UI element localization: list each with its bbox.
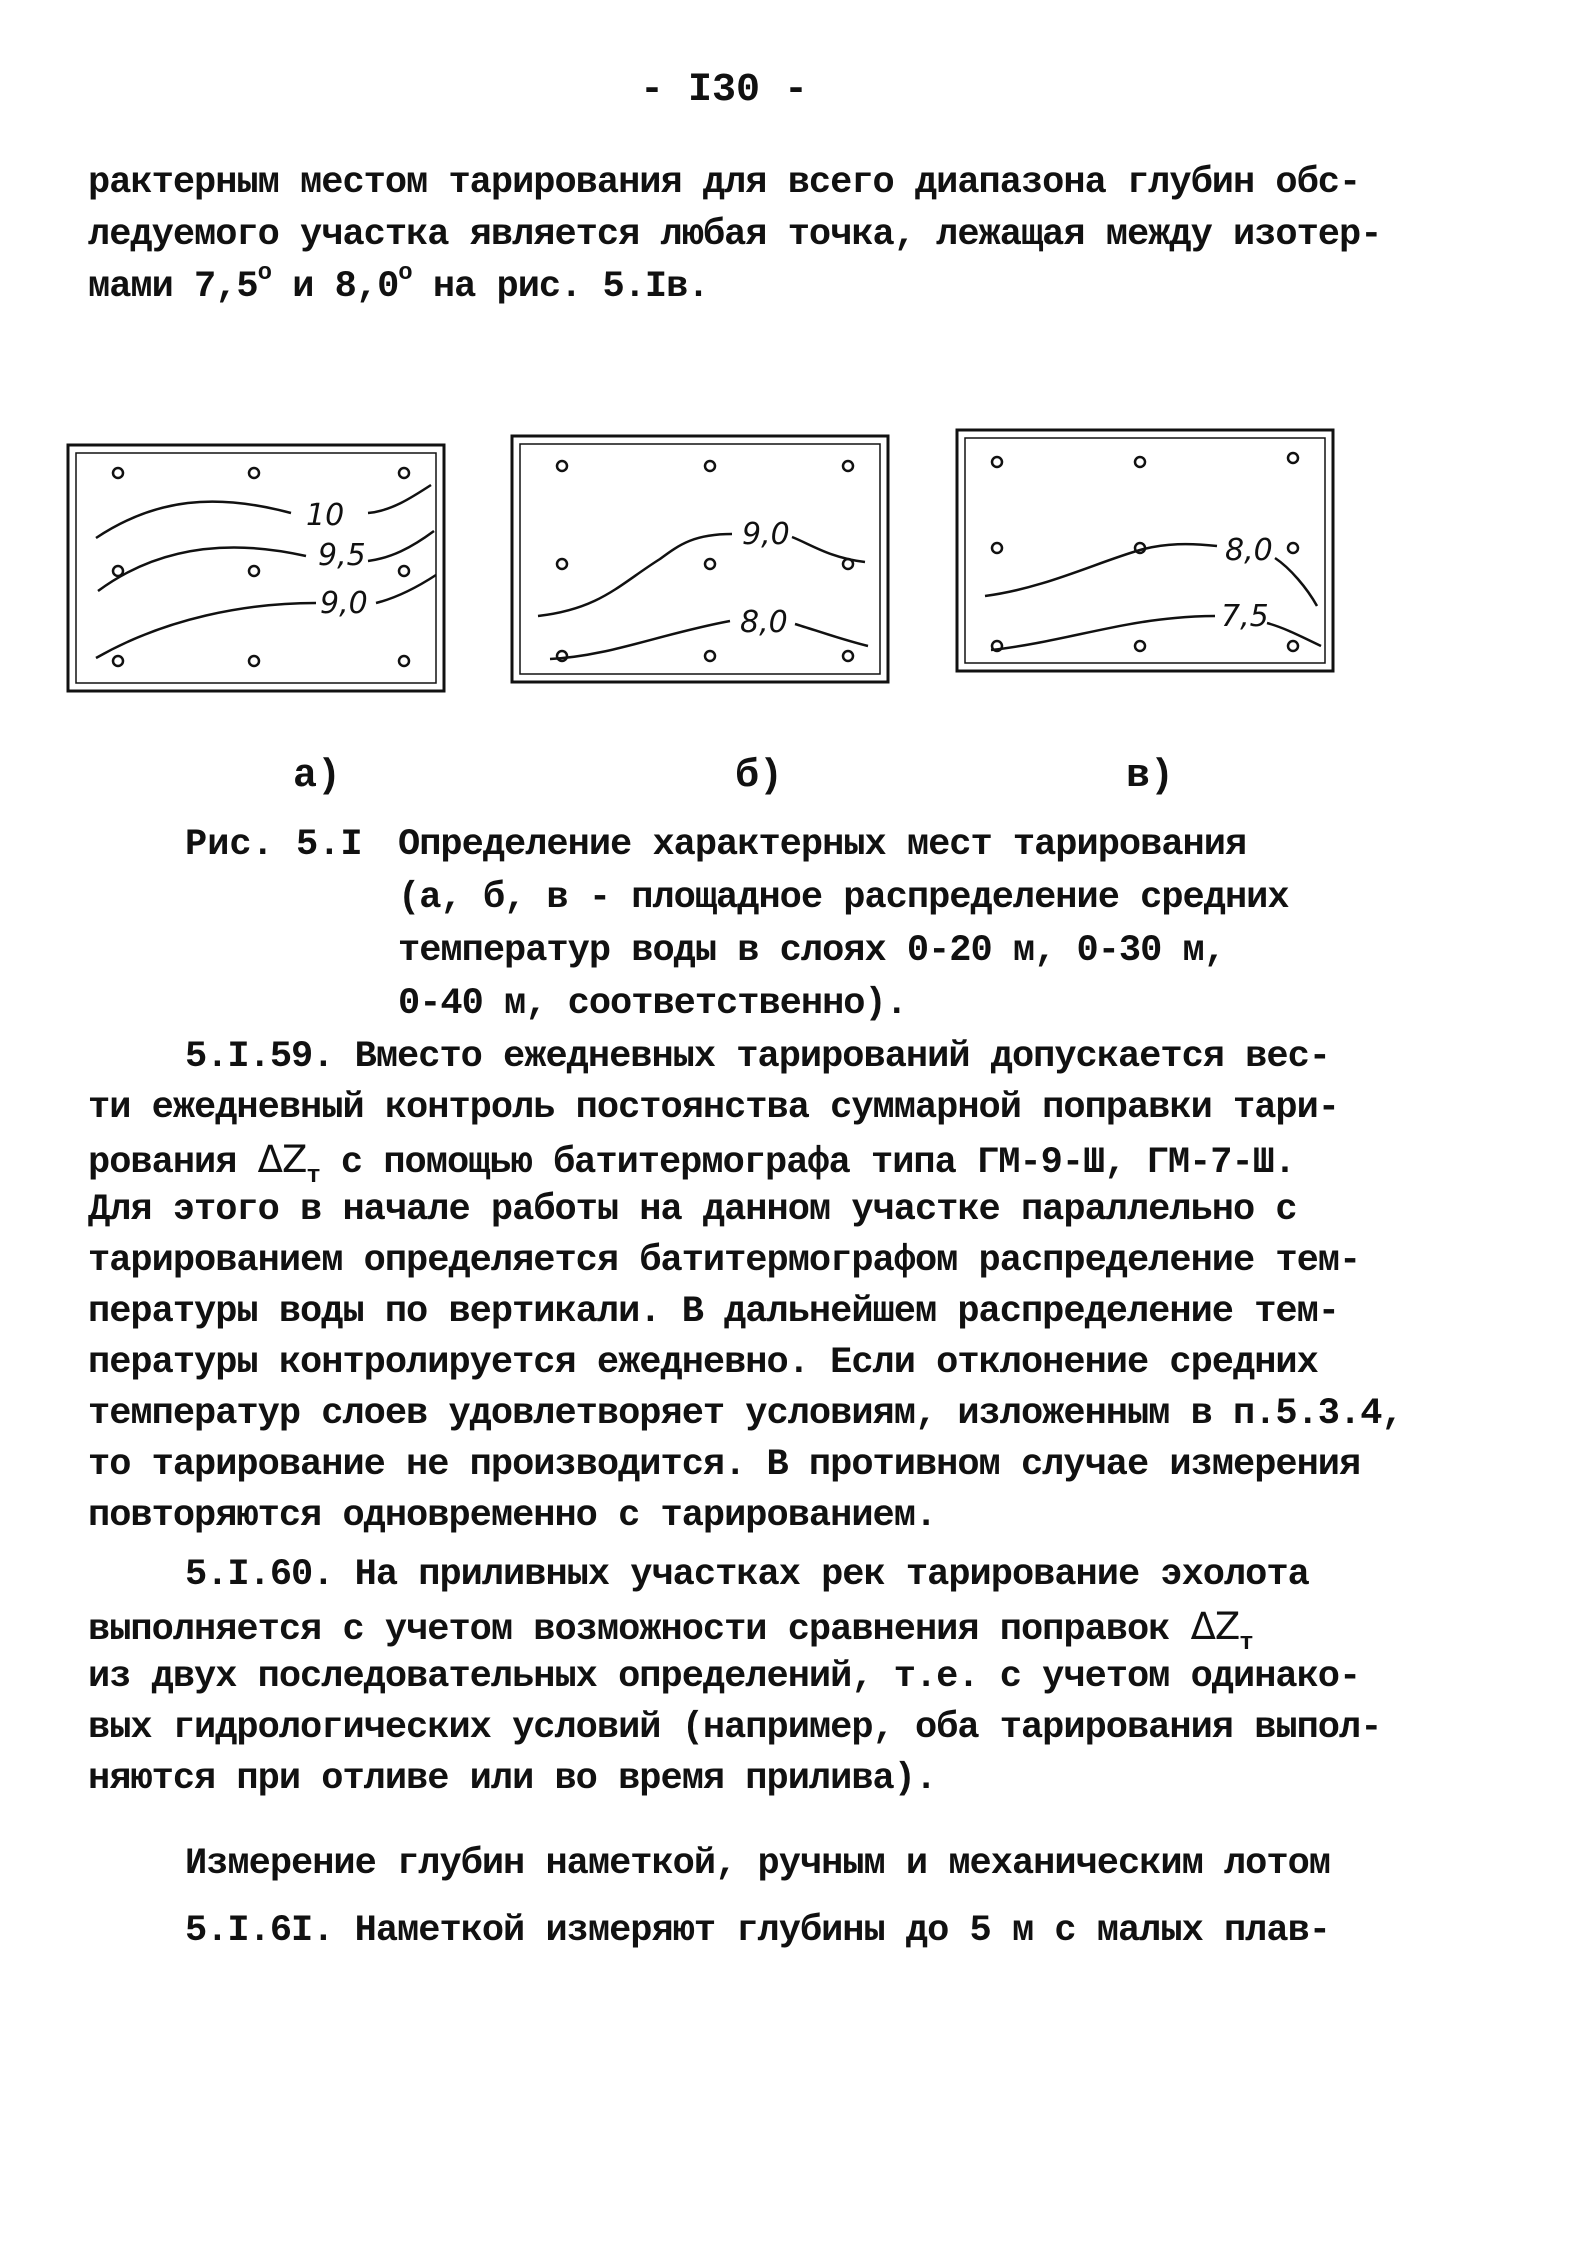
- p59-line-6: пературы воды по вертикали. В дальнейшем распределение тем-: [88, 1291, 1340, 1333]
- station-point: [705, 461, 715, 471]
- p59-line-7: пературы контролируется ежедневно. Если отклонение средних: [88, 1342, 1318, 1384]
- intro-line-3: [88, 260, 709, 308]
- isoline-9-0-left: [538, 534, 732, 616]
- figure-caption-line-3: температур воды в слоях 0-20 м, 0-30 м,: [398, 930, 1225, 972]
- station-point: [1288, 543, 1298, 553]
- p59-line-3-part-b: с помощью батитермографа типа ГМ-9-Ш, ГМ-7-Ш.: [319, 1142, 1296, 1184]
- station-point: [1135, 457, 1145, 467]
- p59-line-3: [88, 1138, 1296, 1190]
- station-point: [1135, 641, 1145, 651]
- p59-line-9: то тарирование не производится. В противном случае измерения: [88, 1444, 1361, 1486]
- isoline-7-5-right: [1267, 623, 1321, 646]
- station-point: [113, 468, 123, 478]
- station-point: [1288, 641, 1298, 651]
- isoline-8-0-left: [550, 621, 730, 659]
- intro-line-1: рактерным местом тарирования для всего диапазона глубин обс-: [88, 162, 1361, 204]
- degree-mark-2: о: [398, 260, 412, 287]
- isotherm-map-b: [510, 434, 890, 684]
- p60-line-2-part-a: выполняется с учетом возможности сравнения поправок: [88, 1609, 1191, 1651]
- intro-line-3-part-c: на рис. 5.Iв.: [411, 266, 709, 308]
- panel-label-b: б): [735, 754, 784, 799]
- station-point: [705, 651, 715, 661]
- isoline-9-0-right: [376, 575, 436, 603]
- isoline-label-b-1: 9,0: [742, 517, 790, 552]
- isoline-label-a-3: 9,0: [320, 586, 368, 621]
- p59-line-1: 5.I.59. Вместо ежедневных тарирований допускается вес-: [185, 1036, 1330, 1078]
- station-point: [249, 656, 259, 666]
- p60-line-4: вых гидрологических условий (например, оба тарирования выпол-: [88, 1707, 1382, 1749]
- isoline-8-0-right: [1275, 558, 1317, 606]
- page-number: - I30 -: [640, 68, 809, 113]
- p59-line-4: Для этого в начале работы на данном участке параллельно с: [88, 1189, 1297, 1231]
- isoline-label-c-2: 7,5: [1221, 599, 1269, 634]
- panel-label-c: в): [1126, 754, 1175, 799]
- intro-line-3-part-a: мами 7,5: [88, 266, 258, 308]
- isotherm-map-a: [66, 443, 446, 693]
- isoline-9-0-right: [792, 537, 865, 562]
- figure-panel-a: [66, 443, 446, 693]
- station-point: [399, 656, 409, 666]
- delta-z-subscript: т: [306, 1163, 320, 1190]
- panel-b-frame: [512, 436, 888, 682]
- station-point: [557, 461, 567, 471]
- figure-caption-line-4: 0-40 м, соответственно).: [398, 983, 907, 1025]
- isoline-7-5-left: [991, 616, 1215, 650]
- p60-line-5: няются при отливе или во время прилива).: [88, 1758, 937, 1800]
- isoline-label-c-1: 8,0: [1225, 533, 1273, 568]
- p59-line-8: температур слоев удовлетворяет условиям, изложенным в п.5.3.4,: [88, 1393, 1403, 1435]
- intro-line-2: ледуемого участка является любая точка, лежащая между изотер-: [88, 214, 1382, 256]
- station-point: [992, 543, 1002, 553]
- p59-line-10: повторяются одновременно с тарированием.: [88, 1495, 937, 1537]
- station-point: [399, 566, 409, 576]
- delta-z-symbol: ΔZ: [1190, 1605, 1240, 1648]
- isoline-8-0-left: [985, 544, 1217, 596]
- intro-line-3-part-b: и 8,0: [271, 266, 399, 308]
- station-point: [557, 559, 567, 569]
- station-point: [249, 566, 259, 576]
- p61-line-1: 5.I.6I. Наметкой измеряют глубины до 5 м с малых плав-: [185, 1910, 1330, 1952]
- isotherm-map-c: [955, 428, 1335, 673]
- delta-z-symbol: ΔZ: [257, 1138, 307, 1181]
- station-point: [113, 656, 123, 666]
- isoline-10-left: [96, 502, 291, 538]
- isoline-9-5-right: [368, 531, 434, 561]
- station-point: [249, 468, 259, 478]
- station-point: [843, 651, 853, 661]
- section-heading: Измерение глубин наметкой, ручным и механическим лотом: [185, 1843, 1330, 1885]
- p59-line-2: ти ежедневный контроль постоянства суммарной поправки тари-: [88, 1087, 1340, 1129]
- panel-label-a: а): [293, 754, 342, 799]
- p60-line-2: [88, 1605, 1253, 1657]
- delta-z-subscript: т: [1239, 1630, 1253, 1657]
- station-point: [1288, 453, 1298, 463]
- p59-line-5: тарированием определяется батитермографом распределение тем-: [88, 1240, 1361, 1282]
- figure-caption-line-1: Определение характерных мест тарирования: [398, 824, 1247, 866]
- station-point: [705, 559, 715, 569]
- panel-a-frame: [68, 445, 444, 691]
- isoline-9-5-left: [98, 547, 306, 591]
- figure-caption-line-2: (а, б, в - площадное распределение средних: [398, 877, 1289, 919]
- isoline-label-a-2: 9,5: [318, 538, 366, 573]
- panel-b-inner-frame: [520, 444, 880, 674]
- panel-a-inner-frame: [76, 453, 436, 683]
- station-point: [399, 468, 409, 478]
- figure-panel-b: [510, 434, 890, 684]
- station-point: [992, 457, 1002, 467]
- isoline-9-0-left: [96, 603, 316, 658]
- figure-caption-prefix: Рис. 5.I: [185, 824, 363, 866]
- p60-line-1: 5.I.60. На приливных участках рек тарирование эхолота: [185, 1554, 1309, 1596]
- isoline-10-right: [368, 485, 431, 513]
- station-point: [843, 461, 853, 471]
- isoline-8-0-right: [795, 624, 868, 646]
- isoline-label-b-2: 8,0: [740, 605, 788, 640]
- degree-mark-1: о: [257, 260, 272, 287]
- figure-panel-c: [955, 428, 1335, 673]
- p59-line-3-part-a: рования: [88, 1142, 258, 1184]
- p60-line-3: из двух последовательных определений, т.е. с учетом одинако-: [88, 1656, 1361, 1698]
- isoline-label-a-1: 10: [306, 498, 345, 533]
